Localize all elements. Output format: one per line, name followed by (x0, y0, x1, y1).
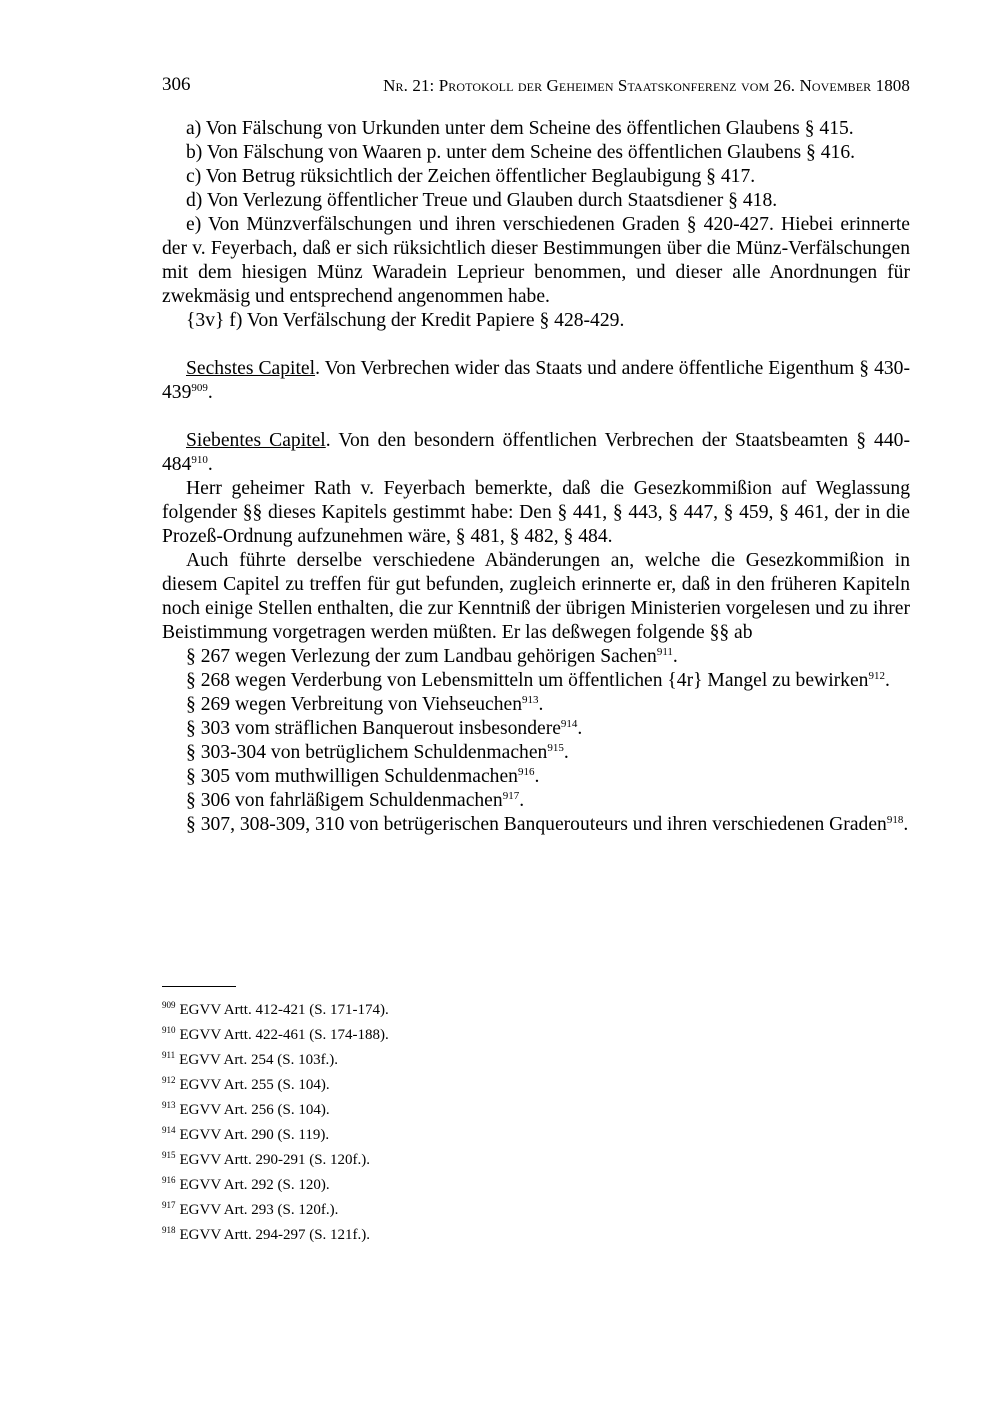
page-header (162, 74, 910, 98)
chapter-six-title: Sechstes Capitel (186, 358, 316, 379)
footnote-ref: 917 (502, 790, 520, 802)
paragraph-e: e) Von Münzverfälschungen und ihren verschiedenen Graden § 420-427. Hiebei erinnerte der v. Feyerbach, daß er sich rüksichtlich dieser Bestimmungen über die Münz-Verfälschungen mit dem hiesigen Münz Waradein Leprieur benommen, und dieser alle Anordnungen für zwekmäsig und entsprechend angenommen habe. (162, 214, 910, 307)
chapter-seven: Siebentes Capitel. Von den besondern öffentlichen Verbrechen der Staatsbeamten § $440-484^{910}$. (162, 430, 910, 475)
footnote-ref: 912 (868, 670, 885, 682)
paragraph-c: c) Von Betrug rüksichtlich der Zeichen öffentlicher Beglaubigung § 417. (186, 166, 756, 187)
footnotes (162, 998, 910, 1248)
footnote-divider (162, 986, 236, 987)
running-title: Nr. 21: Protokoll der Geheimen Staatskonferenz vom 26. November 1808 (383, 76, 910, 95)
footnote-ref: 910 (191, 454, 208, 466)
footnote-ref: 914 (560, 718, 578, 730)
chapter-seven-title: Siebentes Capitel (186, 430, 326, 451)
list-item: § 305 vom muthwilligen Schuldenmachen$^{916}$. (186, 766, 540, 787)
footnote: $^{912}$ EGVV Art. 255 (S. 104). (162, 1075, 330, 1093)
chapter-six-text: . Von Verbrechen wider das Staats und andere öffentliche Eigenthum § 430-439 (162, 358, 910, 403)
list-item: § 303 vom sträflichen Banquerout insbesondere$^{914}$. (186, 718, 583, 739)
footnote: $^{913}$ EGVV Art. 256 (S. 104). (162, 1100, 330, 1118)
list-item: § 268 wegen Verderbung von Lebensmitteln um öffentlichen {4r} Mangel zu bewirken$^{912}$. (186, 670, 890, 691)
paragraph-auch: Auch führte derselbe verschiedene Abänderungen an, welche die Gesezkommißion in diesem Capitel zu treffen für gut befunden, zugleich erinnerte er, daß in den früheren Kapiteln noch einige Stellen enthalten, die zur Kenntniß der übrigen Ministerien vorgelesen und zu ihrer Beistimmung vorgetragen werden müßten. Er las deßwegen folgende §§ ab (162, 550, 910, 643)
footnote-ref: 916 (517, 766, 535, 778)
paragraph-b: b) Von Fälschung von Waaren p. unter dem Scheine des öffentlichen Glaubens § 416. (186, 142, 856, 163)
paragraph-d: d) Von Verlezung öffentlicher Treue und Glauben durch Staatsdiener § 418. (186, 190, 778, 211)
chapter-six: Sechstes Capitel. Von Verbrechen wider das Staats und andere öffentliche Eigenthum § $430-439^{909}$. (162, 358, 910, 403)
page-number: 306 (162, 74, 191, 95)
list-item: § 307, 308-309, 310 von betrügerischen Banquerouteurs und ihren verschiedenen Graden$^{918}$. (186, 814, 909, 835)
paragraph-f: {3v} f) Von Verfälschung der Kredit Papiere § 428-429. (186, 310, 625, 331)
list-item: § 269 wegen Verbreitung von Viehseuchen$^{913}$. (186, 694, 544, 715)
footnote: $^{909}$ EGVV Artt. 412-421 (S. 171-174). (162, 1000, 389, 1018)
footnote-ref: 909 (191, 382, 208, 394)
main-text (162, 117, 910, 837)
footnote: $^{911}$ EGVV Art. 254 (S. 103f.). (162, 1050, 339, 1068)
paragraph-rath: Herr geheimer Rath v. Feyerbach bemerkte, daß die Gesezkommißion auf Weglassung folgender §§ dieses Kapitels gestimmt habe: Den § 441, § 443, § 447, § 459, § 461, der in die Prozeß-Ordnung aufzunehmen wäre, § 481, § 482, § 484. (162, 478, 910, 547)
footnote: $^{918}$ EGVV Artt. 294-297 (S. 121f.). (162, 1225, 371, 1243)
footnote: $^{910}$ EGVV Artt. 422-461 (S. 174-188). (162, 1025, 389, 1043)
footnote-ref: 911 (656, 646, 673, 658)
paragraph-a: a) Von Fälschung von Urkunden unter dem Scheine des öffentlichen Glaubens § 415. (186, 118, 854, 139)
footnote: $^{915}$ EGVV Artt. 290-291 (S. 120f.). (162, 1150, 371, 1168)
footnote-ref: 913 (522, 694, 539, 706)
footnote: $^{916}$ EGVV Art. 292 (S. 120). (162, 1175, 330, 1193)
footnote-ref: 918 (886, 814, 904, 826)
footnote: $^{917}$ EGVV Art. 293 (S. 120f.). (162, 1200, 339, 1218)
list-item: § 306 von fahrläßigem Schuldenmachen$^{917}$. (186, 790, 525, 811)
list-item: § 267 wegen Verlezung der zum Landbau gehörigen Sachen$^{911}$. (186, 646, 678, 667)
list-item: § 303-304 von betrüglichem Schuldenmachen$^{915}$. (186, 742, 569, 763)
chapter-seven-text: . Von den besondern öffentlichen Verbrechen der Staatsbeamten § 440-484 (162, 430, 910, 475)
footnote-ref: 915 (547, 742, 564, 754)
footnote: $^{914}$ EGVV Art. 290 (S. 119). (162, 1125, 330, 1143)
